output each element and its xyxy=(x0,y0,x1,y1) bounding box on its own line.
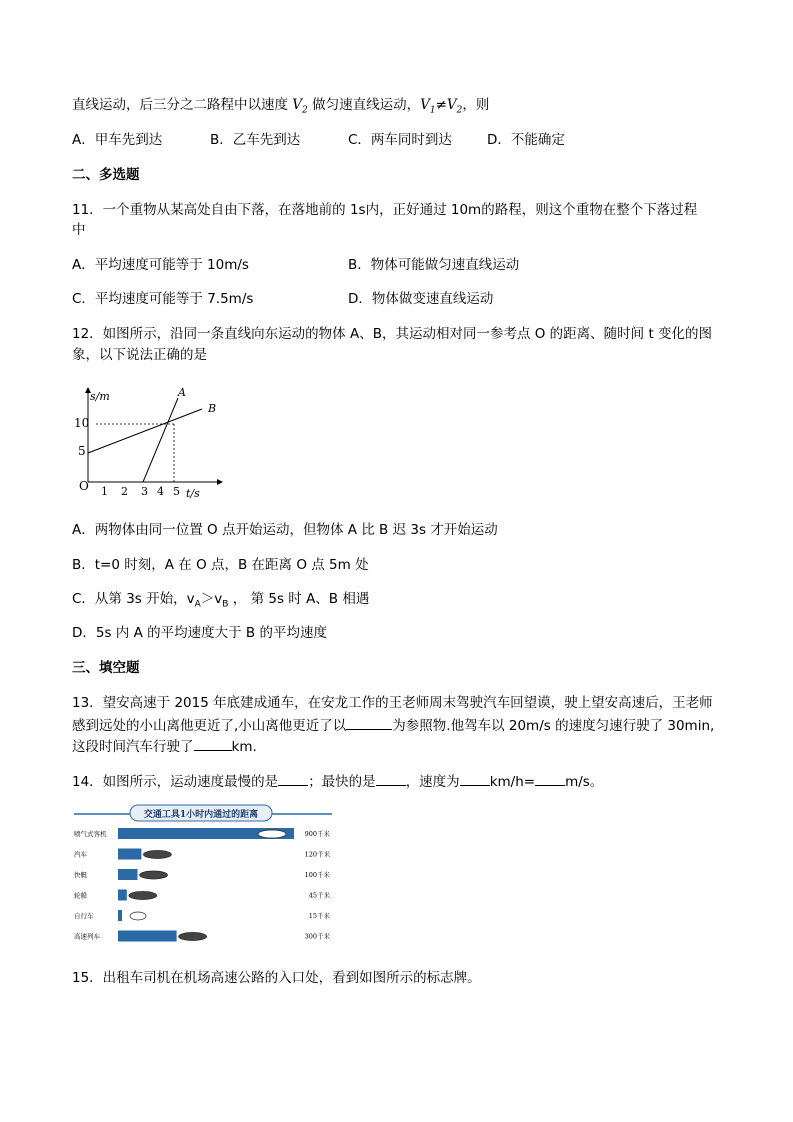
q12-option-d: D．5s 内 A 的平均速度大于 B 的平均速度 xyxy=(72,625,327,641)
y-tick-5: 5 xyxy=(78,444,86,458)
x-tick-5: 5 xyxy=(173,485,180,498)
vehicle-distance-5: 300千米 xyxy=(304,932,330,941)
q14-blank-ms[interactable] xyxy=(535,771,565,786)
origin-label: O xyxy=(79,479,89,493)
speedboat-icon xyxy=(140,871,168,879)
vehicle-distance-1: 120千米 xyxy=(304,850,330,859)
q12-stem-line1: 12．如图所示，沿同一条直线向东运动的物体 A、B，其运动相对同一参考点 O 的距离、随时间 t 变化的图 xyxy=(72,326,713,342)
y-tick-10: 10 xyxy=(74,416,90,430)
q13-blank-2[interactable] xyxy=(194,736,232,751)
x-tick-2: 2 xyxy=(121,485,128,498)
q14-blank-kmh[interactable] xyxy=(460,771,490,786)
q12-option-b: B．t=0 时刻，A 在 O 点，B 在距离 O 点 5m 处 xyxy=(72,557,369,573)
vehicle-name-0: 喷气式客机 xyxy=(74,830,107,838)
vehicle-distance-2: 100千米 xyxy=(304,871,330,879)
vehicle-name-3: 轮船 xyxy=(74,891,87,900)
q14-stem: 14．如图所示，运动速度最慢的是 ；最快的是 ，速度为 km/h= m/s。 xyxy=(72,771,603,792)
series-a-label: A xyxy=(178,386,186,399)
vehicle-distance-4: 15千米 xyxy=(308,912,330,920)
x-axis-label: t/s xyxy=(186,487,200,500)
x-tick-3: 3 xyxy=(141,485,148,498)
vehicle-name-2: 快艇 xyxy=(74,871,87,879)
distance-bar-2 xyxy=(118,869,138,880)
q15-stem: 15．出租车司机在机场高速公路的入口处，看到如图所示的标志牌。 xyxy=(72,970,481,986)
y-axis-label: s/m xyxy=(90,390,110,403)
q13-blank-1[interactable] xyxy=(346,715,392,730)
vehicle-distance-chart xyxy=(72,803,334,949)
airplane-icon xyxy=(258,830,286,838)
series-b-line xyxy=(88,409,202,453)
vehicle-distance-3: 45千米 xyxy=(308,891,330,900)
q13-stem-line1: 13．望安高速于 2015 年底建成通车，在安龙工作的王老师周末驾驶汽车回望谟，驶上望安高速后，王老师 xyxy=(72,695,713,711)
train-icon xyxy=(179,933,207,941)
ship-icon xyxy=(129,892,157,900)
series-a-line xyxy=(143,398,178,482)
section-heading-multi-choice: 二、多选题 xyxy=(72,167,140,183)
q10-option-a: A．甲车先到达 xyxy=(72,132,163,148)
q10-option-d: D．不能确定 xyxy=(487,132,565,148)
vehicle-name-4: 自行车 xyxy=(74,912,94,920)
x-tick-4: 4 xyxy=(157,485,164,498)
q10-text: 直线运动，后三分之二路程中以速度 $V_2$ 做匀速直线运动，$V_1\ne V_2$，则 xyxy=(72,97,490,116)
q14-blank-fastest[interactable] xyxy=(376,771,406,786)
q11-option-d: D．物体做变速直线运动 xyxy=(348,291,494,307)
q12-option-c: C．从第 3s 开始，$v_A>v_B$ ， 第 5s 时 A、B 相遇 xyxy=(72,591,370,610)
distance-bar-1 xyxy=(118,849,141,860)
q11-stem-line2: 中 xyxy=(72,222,86,238)
q12-option-a: A．两物体由同一位置 O 点开始运动，但物体 A 比 B 迟 3s 才开始运动 xyxy=(72,522,498,538)
q11-stem-line1: 11．一个重物从某高处自由下落，在落地前的 1s内，正好通过 10m的路程，则这个重物在整个下落过程 xyxy=(72,202,698,218)
car-icon xyxy=(143,851,171,859)
q11-option-b: B．物体可能做匀速直线运动 xyxy=(348,257,520,273)
distance-bar-3 xyxy=(118,890,127,901)
q11-option-c: C．平均速度可能等于 7.5m/s xyxy=(72,291,254,307)
st-graph xyxy=(74,382,234,502)
bicycle-icon xyxy=(130,912,146,920)
vehicle-name-5: 高速列车 xyxy=(74,932,100,941)
section-heading-fill-blank: 三、填空题 xyxy=(72,660,140,676)
x-tick-1: 1 xyxy=(101,485,108,498)
q14-blank-slowest[interactable] xyxy=(278,771,308,786)
vehicle-name-1: 汽车 xyxy=(74,850,87,859)
q13-stem-line2: 感到远处的小山离他更近了,小山离他更近了以 为参照物.他驾车以 20m/s 的速度匀速行驶了 30min, xyxy=(72,715,714,736)
distance-bar-5 xyxy=(118,931,177,942)
q11-option-a: A．平均速度可能等于 10m/s xyxy=(72,257,249,273)
q12-stem-line2: 象，以下说法正确的是 xyxy=(72,347,207,363)
vehicle-distance-0: 900千米 xyxy=(304,830,330,838)
chart-title: 交通工具1小时内通过的距离 xyxy=(143,810,259,820)
q10-option-c: C．两车同时到达 xyxy=(348,132,452,148)
series-b-label: B xyxy=(208,402,217,415)
q13-stem-line3: 这段时间汽车行驶了 km. xyxy=(72,736,257,757)
distance-bar-4 xyxy=(118,910,122,921)
q10-option-b: B．乙车先到达 xyxy=(210,132,301,148)
